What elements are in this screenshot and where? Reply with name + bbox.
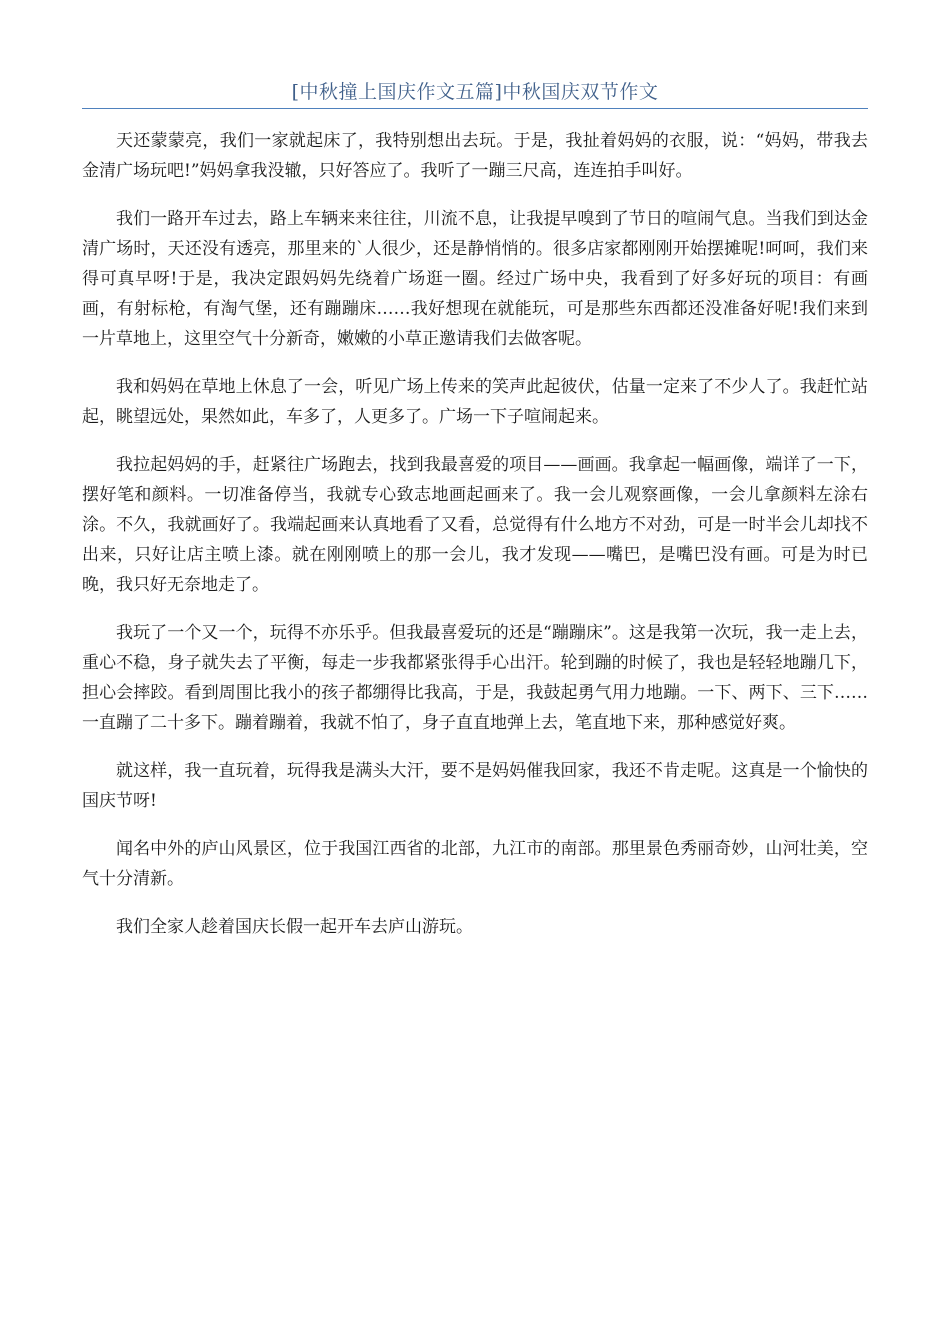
paragraph-5: 我玩了一个又一个，玩得不亦乐乎。但我最喜爱玩的还是“蹦蹦床”。这是我第一次玩，我一走上去，重心不稳，身子就失去了平衡，每走一步我都紧张得手心出汗。轮到蹦的时候了，我也是轻轻地蹦几下，担心会摔跤。看到周围比我小的孩子都绷得比我高，于是，我鼓起勇气用力地蹦。一下、两下、三下……一直蹦了二十多下。蹦着蹦着，我就不怕了，身子直直地弹上去，笔直地下来，那种感觉好爽。 [82, 623, 868, 733]
document-body [82, 126, 868, 960]
header-divider [82, 108, 868, 109]
page-header-title: [中秋撞上国庆作文五篇]中秋国庆双节作文 [291, 81, 659, 103]
paragraph-8: 我们全家人趁着国庆长假一起开车去庐山游玩。 [116, 917, 473, 937]
paragraph-6: 就这样，我一直玩着，玩得我是满头大汗，要不是妈妈催我回家，我还不肯走呢。这真是一个愉快的国庆节呀! [82, 761, 868, 811]
paragraph-2: 我们一路开车过去，路上车辆来来往往，川流不息，让我提早嗅到了节日的喧闹气息。当我们到达金清广场时，天还没有透亮，那里来的`人很少，还是静悄悄的。很多店家都刚刚开始摆摊呢!呵呵，我们来得可真早呀!于是，我决定跟妈妈先绕着广场逛一圈。经过广场中央，我看到了好多好玩的项目：有画画，有射标枪，有淘气堡，还有蹦蹦床……我好想现在就能玩，可是那些东西都还没准备好呢!我们来到一片草地上，这里空气十分新奇，嫩嫩的小草正邀请我们去做客呢。 [82, 209, 868, 349]
paragraph-1: 天还蒙蒙亮，我们一家就起床了，我特别想出去玩。于是，我扯着妈妈的衣服，说：“妈妈，带我去金清广场玩吧!”妈妈拿我没辙，只好答应了。我听了一蹦三尺高，连连拍手叫好。 [82, 131, 868, 181]
paragraph-4: 我拉起妈妈的手，赶紧往广场跑去，找到我最喜爱的项目——画画。我拿起一幅画像，端详了一下，摆好笔和颜料。一切准备停当，我就专心致志地画起画来了。我一会儿观察画像，一会儿拿颜料左涂右涂。不久，我就画好了。我端起画来认真地看了又看，总觉得有什么地方不对劲，可是一时半会儿却找不出来，只好让店主喷上漆。就在刚刚喷上的那一会儿，我才发现——嘴巴，是嘴巴没有画。可是为时已晚，我只好无奈地走了。 [82, 455, 868, 595]
paragraph-7: 闻名中外的庐山风景区，位于我国江西省的北部，九江市的南部。那里景色秀丽奇妙，山河壮美，空气十分清新。 [82, 839, 868, 889]
paragraph-3: 我和妈妈在草地上休息了一会，听见广场上传来的笑声此起彼伏，估量一定来了不少人了。我赶忙站起，眺望远处，果然如此，车多了，人更多了。广场一下子喧闹起来。 [82, 377, 868, 427]
